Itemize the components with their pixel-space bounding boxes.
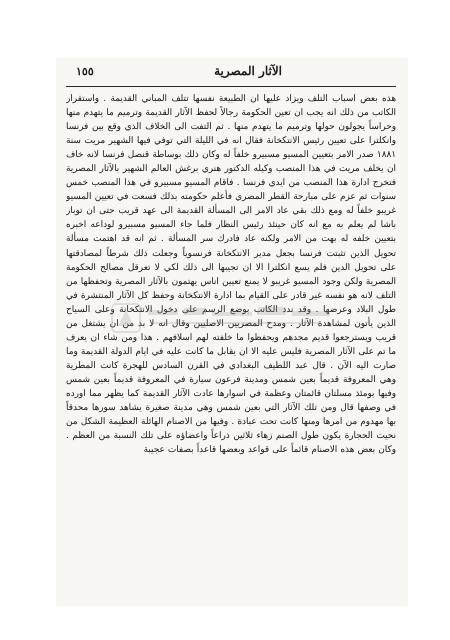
body-text: هذه بعض اسباب التلف ويزاد عليها ان الطبيعة نفسها تتلف المباني القديمة . واستقرار الكاتب من ذلك انه يجب ان تعين الحكومة رجالاً لحفظ الآثار القديمة وترميم ما يتهدم منها وحراساً يجولون حولها وترميم ما يتهدم منها . ثم التفت الى الخلاف الذي وقع بين فرنسا وانكلترا على تعيين رئيس الانتكخانة فقال انه في الليلة التي توفي فيها الشهير مريت سنة ١٨٨١ صدر الامر بتعيين المسيو مسبيرو خلفاً له وكان ذلك بوساطة قنصل فرنسا لانه خاف ان يخلف مريت في هذا المنصب وكيله الدكتور هنري برغش العالم الشهير بالآثار المصرية فتخرج ادارة هذا المنصب من ايدي فرنسا . فاقام المسيو مسبيرو في هذا المنصب خمس سنوات ثم عزم على مبارحة القطر المصري فأعلم حكومته بذلك فسعت في تعيين المسيو غريبو خلفاً له ومع ذلك بقي عاد الامر الى المسألة القديمة الى عهد قريب حتى ان توبار باشا لم يعلم به مع انه كان حينئذ رئيس النظار فلما جاء المسيو مسبيرو لوداعه اخبره بتعيين خلفه له بهت من الامر ولكنه عاد فادرك سر المسألة . ثم انه قد اهتمت مسألة تحويل الذين تثبتت فرنسا بجعل مدير الانتكخانة فرنسوياً وجعلت ذلك شرطاً لمصادقتها على تحويل الدين فلم يسع انكلترا الا ان تجيبها الى ذلك لكي لا تعرقل مصالح الحكومة المصرية ولكن وجود المسيو غريبو لا يمنع تعيين اناس يهتمون بالآثار المصرية وتحفظها من التلف لانه هو نفسه غير قادر على القيام بما ادارة الانتكخانة وحفظ كل الآثار المنتشرة في طول البلاد وعرضها . وقد ندد الكاتب بوضع الرسم على دخول الانتكخانة وعلى السياح الذين يأتون لمشاهدة الآثار . ومدح المصريين الاصليين وقال انه لا بد من ان يشتغل من قريب ويسترجعوا قديم مجدهم ويحفظوا ما خلفته لهم اسلافهم . هذا ومن شاء ان يعرف ما تم على الآثار المصرية فليس عليه الا ان يقابل ما كانت عليه في ايام الدولة القديمة وما صارت اليه الآن . قال عبد اللطيف البغدادي في القرن السادس للهجرة كانت المطرية وهي المعروفة قديماً بعين شمس ومدينة فرعون سيارة في المعروفة قديماً بعين شمس وفيها يومئذ مسلتان قائمتان وعظمة في اسوارها عادت الآثار القديمة كما يظهر مما اورده في وصفها قال ومن تلك الآثار التي بعين شمس وهي مدينة صغيرة يشاهد سورها محدقاً بها مهدوم من امرها ومنها كانت تحت عبادة . وفيها من الاصنام الهائلة العظيمة الشكل من نحيت الحجارة يكون طول الصنم زهاء ثلاثين ذراعاً واعضاؤه على تلك النسبة من العظم . وكان بعض هذه الاصنام قائماً على قواعد وبعضها قاعداً بصفات عجيبة	[66, 94, 396, 456]
page-number: ١٥٥	[76, 65, 94, 78]
page-header	[62, 62, 400, 84]
header-rule	[66, 86, 396, 87]
running-title: الآثار المصرية	[214, 64, 282, 78]
